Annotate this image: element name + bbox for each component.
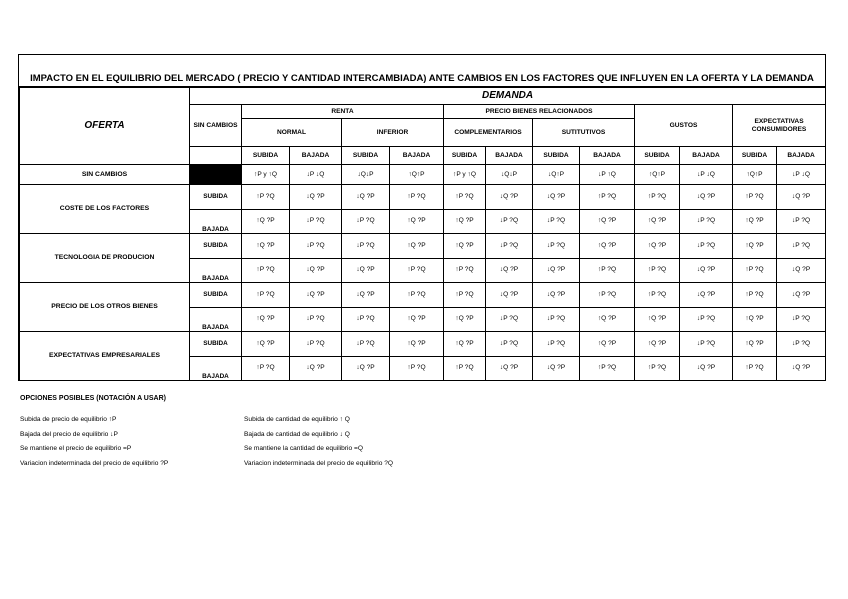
table-cell: ↑Q↑P (635, 165, 680, 185)
table-cell: ↑P y ↑Q (444, 165, 486, 185)
table-cell: ↓Q ?P (290, 185, 342, 210)
table-cell: ↓Q ?P (290, 258, 342, 283)
table-cell: ↑P ?Q (580, 283, 635, 308)
table-cell: ↑Q ?P (733, 209, 777, 234)
table-cell: ↑Q ?P (390, 209, 444, 234)
subida-subheader: SUBIDA (342, 147, 390, 165)
table-cell: ↓P ?Q (290, 332, 342, 357)
bajada-row-label: BAJADA (190, 356, 242, 381)
table-cell: ↑P ?Q (635, 258, 680, 283)
table-cell: ↓P ?Q (777, 332, 826, 357)
table-row (20, 234, 826, 259)
table-cell: ↓Q ?P (533, 185, 580, 210)
oferta-header: OFERTA (20, 88, 190, 165)
table-cell: ↑Q ?P (635, 307, 680, 332)
table-cell: ↑Q ?P (444, 332, 486, 357)
table-cell: ↓Q ?P (533, 356, 580, 381)
table-cell: ↑Q ?P (242, 209, 290, 234)
table-cell: ↓Q ?P (533, 283, 580, 308)
table-cell: ↑P ?Q (635, 185, 680, 210)
table-cell: ↓P ?Q (680, 209, 733, 234)
table-cell: ↑P ?Q (580, 185, 635, 210)
subida-subheader: SUBIDA (242, 147, 290, 165)
sin-cambios-col-header: SIN CAMBIOS (190, 105, 242, 147)
table-cell: ↓P ?Q (486, 234, 533, 259)
impact-sheet (18, 54, 826, 381)
table-cell: ↑P ?Q (390, 356, 444, 381)
table-cell: ↓Q ?P (777, 258, 826, 283)
subida-subheader: SUBIDA (444, 147, 486, 165)
table-cell: ↓P ?Q (290, 307, 342, 332)
table-cell: ↑P ?Q (444, 283, 486, 308)
table-cell: ↓Q ?P (486, 258, 533, 283)
table-cell: ↑Q ?P (733, 307, 777, 332)
table-cell: ↑Q ?P (580, 234, 635, 259)
table-cell: ↑P ?Q (580, 258, 635, 283)
table-cell: ↑P ?Q (733, 356, 777, 381)
notation-option: Se mantiene el precio de equilibrio =P (20, 445, 132, 452)
table-cell: ↓Q ?P (777, 283, 826, 308)
table-cell: ↓P ?Q (486, 332, 533, 357)
renta-header: RENTA (242, 105, 444, 119)
table-cell: ↑P ?Q (444, 258, 486, 283)
table-cell: ↓Q ?P (342, 283, 390, 308)
table-cell: ↑Q ?P (242, 332, 290, 357)
table-row (20, 283, 826, 308)
bajada-subheader: BAJADA (390, 147, 444, 165)
table-cell: ↓Q ?P (680, 356, 733, 381)
table-cell: ↑Q ?P (444, 209, 486, 234)
table-cell: ↓P ?Q (486, 209, 533, 234)
table-cell: ↑P ?Q (242, 185, 290, 210)
subida-subheader: SUBIDA (533, 147, 580, 165)
gustos-header: GUSTOS (635, 105, 733, 147)
table-cell: ↓P ?Q (290, 209, 342, 234)
table-cell: ↓P ?Q (533, 307, 580, 332)
table-cell: ↑Q ?P (580, 209, 635, 234)
impact-table (19, 87, 826, 381)
demanda-header: DEMANDA (190, 88, 826, 105)
row-label-expectativas-emp: EXPECTATIVAS EMPRESARIALES (20, 332, 190, 381)
table-cell: ↑Q ?P (580, 332, 635, 357)
table-cell: ↓Q↑P (533, 165, 580, 185)
table-cell: ↓P ?Q (680, 307, 733, 332)
table-cell: ↑P ?Q (390, 283, 444, 308)
bajada-subheader: BAJADA (486, 147, 533, 165)
table-cell: ↑P ?Q (444, 185, 486, 210)
table-cell: ↓P ?Q (342, 234, 390, 259)
table-row (20, 332, 826, 357)
table-cell: ↓P ?Q (342, 209, 390, 234)
notation-option: Variacion indeterminada del precio de equilibrio ?P (20, 459, 169, 467)
table-cell: ↑P ?Q (390, 258, 444, 283)
table-cell: ↑Q ?P (635, 209, 680, 234)
table-cell: ↑P y ↑Q (242, 165, 290, 185)
table-cell: ↓Q↓P (342, 165, 390, 185)
table-cell: ↑Q ?P (733, 234, 777, 259)
table-cell: ↓Q ?P (777, 356, 826, 381)
row-label-precio-otros: PRECIO DE LOS OTROS BIENES (20, 283, 190, 332)
table-cell: ↑Q↑P (390, 165, 444, 185)
table-cell: ↑P ?Q (444, 356, 486, 381)
table-cell: ↓Q ?P (777, 185, 826, 210)
black-cell (190, 165, 242, 185)
table-cell: ↓Q ?P (290, 356, 342, 381)
table-cell: ↓P ?Q (680, 234, 733, 259)
table-cell: ↓P ?Q (342, 307, 390, 332)
table-cell: ↑P ?Q (242, 356, 290, 381)
table-cell: ↓Q ?P (680, 283, 733, 308)
row-label-sin-cambios: SIN CAMBIOS (20, 165, 190, 185)
inferior-header: INFERIOR (342, 119, 444, 147)
table-cell: ↓Q ?P (342, 258, 390, 283)
notation-option: Subida de cantidad de equilibrio ↑ Q (244, 416, 350, 423)
bajada-subheader: BAJADA (777, 147, 826, 165)
sustitutivos-header: SUTITUTIVOS (533, 119, 635, 147)
table-cell: ↑Q ?P (390, 307, 444, 332)
row-label-tecnologia: TECNOLOGIA DE PRODUCION (20, 234, 190, 283)
table-cell: ↓Q↓P (486, 165, 533, 185)
row-label-coste: COSTE DE LOS FACTORES (20, 185, 190, 234)
table-cell: ↓P ↓Q (777, 165, 826, 185)
table-cell: ↑P ?Q (733, 283, 777, 308)
blank-subheader (190, 147, 242, 165)
table-cell: ↓P ?Q (486, 307, 533, 332)
table-cell: ↑Q ?P (444, 307, 486, 332)
table-cell: ↑Q ?P (444, 234, 486, 259)
table-cell: ↑P ?Q (733, 185, 777, 210)
table-cell: ↑Q ?P (635, 234, 680, 259)
table-cell: ↓P ?Q (342, 332, 390, 357)
table-cell: ↑Q ?P (242, 307, 290, 332)
notation-option: Bajada del precio de equilibrio ↓P (20, 430, 118, 438)
notation-option: Bajada de cantidad de equilibrio ↓ Q (244, 430, 350, 438)
table-cell: ↑P ?Q (635, 356, 680, 381)
table-cell: ↑Q ?P (242, 234, 290, 259)
table-cell: ↑Q ?P (580, 307, 635, 332)
subida-row-label: SUBIDA (190, 234, 242, 259)
table-cell: ↓Q ?P (486, 185, 533, 210)
table-cell: ↑Q↑P (733, 165, 777, 185)
table-cell: ↓P ?Q (533, 332, 580, 357)
notation-option: Subida de precio de equilibrio ↑P (20, 416, 117, 423)
table-cell: ↓Q ?P (342, 185, 390, 210)
table-cell: ↓P ↑Q (580, 165, 635, 185)
table-cell: ↓Q ?P (680, 258, 733, 283)
subida-row-label: SUBIDA (190, 332, 242, 357)
bajada-row-label: BAJADA (190, 209, 242, 234)
table-cell: ↓P ?Q (290, 234, 342, 259)
table-cell: ↑P ?Q (580, 356, 635, 381)
notation-notes (20, 395, 540, 407)
notation-option: Se mantiene la cantidad de equilibrio =Q (244, 445, 363, 452)
normal-header: NORMAL (242, 119, 342, 147)
bajada-row-label: BAJADA (190, 258, 242, 283)
table-cell: ↓Q ?P (533, 258, 580, 283)
table-row (20, 185, 826, 210)
expectativas-consumidores-header: EXPECTATIVAS CONSUMIDORES (733, 105, 826, 147)
bajada-row-label: BAJADA (190, 307, 242, 332)
complementarios-header: COMPLEMENTARIOS (444, 119, 533, 147)
table-cell: ↑Q ?P (635, 332, 680, 357)
subida-subheader: SUBIDA (733, 147, 777, 165)
table-cell: ↑P ?Q (242, 258, 290, 283)
table-cell: ↓Q ?P (680, 185, 733, 210)
notes-heading: OPCIONES POSIBLES (NOTACIÓN A USAR) (20, 395, 166, 402)
subida-subheader: SUBIDA (635, 147, 680, 165)
table-cell: ↑Q ?P (390, 332, 444, 357)
table-cell: ↓P ?Q (533, 234, 580, 259)
table-cell: ↓P ?Q (680, 332, 733, 357)
table-cell: ↑P ?Q (390, 185, 444, 210)
bajada-subheader: BAJADA (290, 147, 342, 165)
table-cell: ↓Q ?P (290, 283, 342, 308)
table-cell: ↓Q ?P (486, 283, 533, 308)
table-cell: ↓Q ?P (486, 356, 533, 381)
table-cell: ↓P ?Q (777, 209, 826, 234)
table-cell: ↓P ↓Q (680, 165, 733, 185)
table-cell: ↓P ↓Q (290, 165, 342, 185)
table-cell: ↑Q ?P (390, 234, 444, 259)
table-cell: ↑Q ?P (733, 332, 777, 357)
subida-row-label: SUBIDA (190, 185, 242, 210)
subida-row-label: SUBIDA (190, 283, 242, 308)
bajada-subheader: BAJADA (580, 147, 635, 165)
sheet-title: IMPACTO EN EL EQUILIBRIO DEL MERCADO ( PRECIO Y CANTIDAD INTERCAMBIADA) ANTE CAMBIOS EN LOS FACTORES QUE INFLUYEN EN LA OFERTA Y LA DEMANDA (19, 55, 825, 87)
notation-option: Variacion indeterminada del precio de equilibrio ?Q (244, 459, 394, 467)
table-cell: ↑P ?Q (733, 258, 777, 283)
bajada-subheader: BAJADA (680, 147, 733, 165)
table-cell: ↓P ?Q (777, 307, 826, 332)
table-cell: ↑P ?Q (242, 283, 290, 308)
table-cell: ↓Q ?P (342, 356, 390, 381)
precio-bienes-header: PRECIO BIENES RELACIONADOS (444, 105, 635, 119)
table-cell: ↓P ?Q (777, 234, 826, 259)
table-cell: ↓P ?Q (533, 209, 580, 234)
table-cell: ↑P ?Q (635, 283, 680, 308)
